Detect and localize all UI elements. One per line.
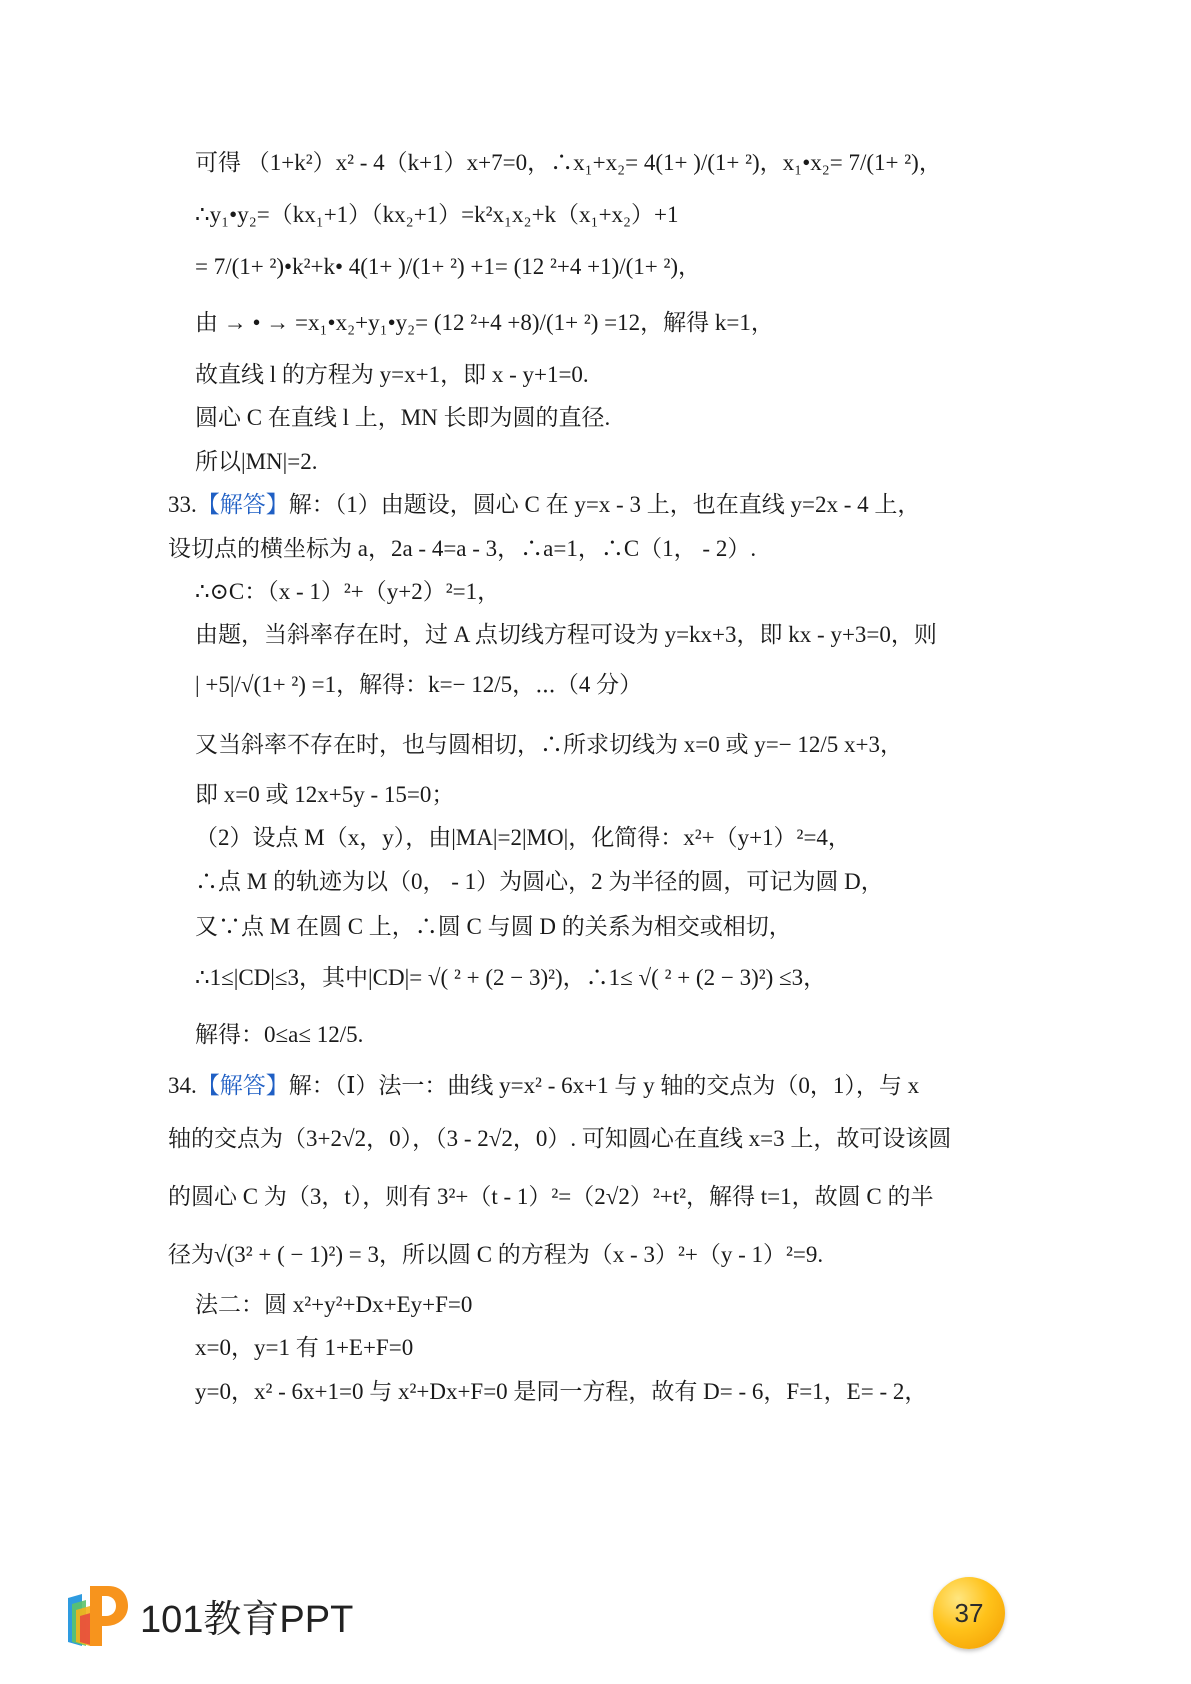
text-line: = 7/(1+ ²)•k²+k• 4(1+ )/(1+ ²) +1= (12 ²+4 +1)/(1+ ²)， (195, 254, 702, 279)
text-line: 圆心 C 在直线 l 上，MN 长即为圆的直径. (195, 405, 611, 430)
text-line: ∴y₁•y₂=（kx₁+1）（kx₂+1）=k²x₁x₂+k（x₁+x₂）+1 (195, 202, 679, 227)
text-line: | +5|/√(1+ ²) =1，解得：k=− 12/5，⋯（4 分） (195, 672, 643, 697)
text-line: 轴的交点为（3+2√2，0），（3 - 2√2，0）. 可知圆心在直线 x=3 上，故可设该圆 (168, 1126, 952, 1151)
text-line: 故直线 l 的方程为 y=x+1，即 x - y+1=0. (195, 362, 589, 387)
question-34-first-line (168, 1071, 919, 1101)
footer-logo (62, 1580, 353, 1650)
text-line: 设切点的横坐标为 a，2a - 4=a - 3，∴a=1，∴C（1， - 2）. (168, 536, 757, 561)
brand-p-icon (62, 1580, 132, 1650)
text-line: 又当斜率不存在时，也与圆相切，∴所求切线为 x=0 或 y=− 12/5 x+3， (195, 732, 904, 757)
text-line: ∴点 M 的轨迹为以（0， - 1）为圆心，2 为半径的圆，可记为圆 D， (195, 869, 884, 894)
text-line: 径为√(3² + ( − 1)²) = 3，所以圆 C 的方程为（x - 3）²+（y - 1）²=9. (168, 1242, 824, 1267)
text-line: 解：（1）由题设，圆心 C 在 y=x - 3 上，也在直线 y=2x - 4 上， (288, 492, 921, 517)
text-line: （2）设点 M（x，y），由|MA|=2|MO|，化简得：x²+（y+1）²=4， (195, 825, 851, 850)
text-line: 即 x=0 或 12x+5y - 15=0； (195, 782, 455, 807)
text-line: 所以|MN|=2. (195, 449, 318, 474)
page-number-badge: 37 (933, 1577, 1005, 1649)
text-line: ∴⊙C：（x - 1）²+（y+2）²=1， (195, 579, 501, 604)
answer-tag: 【解答】 (196, 492, 289, 517)
text-line: 由题，当斜率存在时，过 A 点切线方程可设为 y=kx+3，即 kx - y+3=0，则 (195, 622, 937, 647)
answer-tag: 【解答】 (196, 1073, 289, 1098)
question-33-first-line (168, 490, 920, 520)
text-line: x=0，y=1 有 1+E+F=0 (195, 1335, 414, 1360)
text-line: y=0，x² - 6x+1=0 与 x²+Dx+F=0 是同一方程，故有 D= - 6，F=1，E= - 2， (195, 1379, 928, 1404)
text-line: 又∵点 M 在圆 C 上，∴圆 C 与圆 D 的关系为相交或相切， (195, 914, 792, 939)
text-line: 解：（Ⅰ）法一：曲线 y=x² - 6x+1 与 y 轴的交点为（0，1），与 x (288, 1073, 920, 1098)
text-line: 法二：圆 x²+y²+Dx+Ey+F=0 (195, 1292, 473, 1317)
text-line: 可得 （1+k²）x² - 4（k+1）x+7=0，∴x₁+x₂= 4(1+ )/(1+ ²)，x₁•x₂= 7/(1+ ²)， (195, 150, 942, 175)
question-number: 33. (168, 492, 197, 517)
text-line: ∴1≤|CD|≤3，其中|CD|= √( ² + (2 − 3)²)，∴1≤ √( ² + (2 − 3)²) ≤3， (195, 965, 827, 990)
question-number: 34. (168, 1073, 197, 1098)
text-line: 由 → • → =x₁•x₂+y₁•y₂= (12 ²+4 +8)/(1+ ²) =12，解得 k=1， (195, 310, 774, 335)
text-line: 的圆心 C 为（3，t），则有 3²+（t - 1）²=（2√2）²+t²，解得 t=1，故圆 C 的半 (168, 1184, 934, 1209)
text-line: 解得：0≤a≤ 12/5. (195, 1022, 364, 1047)
brand-name: 101教育PPT (140, 1598, 354, 1641)
